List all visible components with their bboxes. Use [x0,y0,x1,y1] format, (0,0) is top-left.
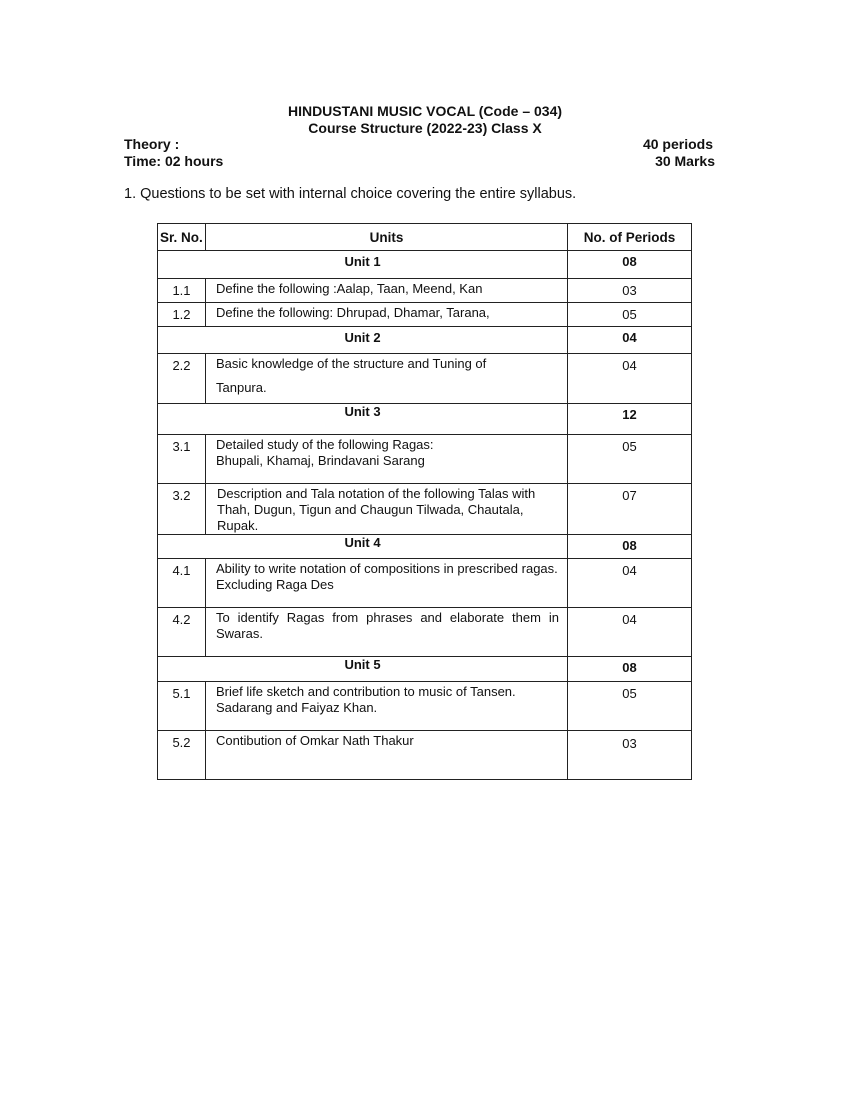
row-text: Ability to write notation of compositions in prescribed ragas. Excluding Raga Des [206,559,568,608]
row-periods: 03 [568,279,692,303]
unit-periods: 04 [568,327,692,354]
unit-periods: 12 [568,404,692,435]
row-sr: 5.2 [158,731,206,780]
unit-periods: 08 [568,657,692,682]
unit-periods: 08 [568,535,692,559]
unit-name: Unit 4 [158,535,568,559]
row-periods: 03 [568,731,692,780]
row-text [206,354,568,404]
instruction-text: 1. Questions to be set with internal choice covering the entire syllabus. [124,186,577,202]
unit-periods: 08 [568,251,692,279]
row-text [206,435,568,484]
row-text-line2: Sadarang and Faiyaz Khan. [216,700,378,715]
row-text: Description and Tala notation of the following Talas with Thah, Dugun, Tigun and Chaugun Tilwada, Chautala, Rupak. [206,484,568,535]
unit-name: Unit 2 [158,327,568,354]
row-periods: 07 [568,484,692,535]
document-subtitle: Course Structure (2022-23) Class X [308,120,542,136]
row-text: Define the following: Dhrupad, Dhamar, Tarana, [206,303,568,327]
theory-label: Theory : [124,136,180,152]
row-sr: 4.1 [158,559,206,608]
unit-name: Unit 5 [158,657,568,682]
table-row [158,303,692,327]
row-text-line1: Detailed study of the following Ragas: [216,437,434,452]
document-title: HINDUSTANI MUSIC VOCAL (Code – 034) [287,103,563,119]
unit-name: Unit 1 [158,251,568,279]
row-text-line1: Brief life sketch and contribution to music of Tansen. [216,684,516,699]
table-row [158,731,692,780]
row-text [206,682,568,731]
row-sr: 1.1 [158,279,206,303]
row-periods: 05 [568,303,692,327]
row-periods: 05 [568,435,692,484]
header-units: Units [206,224,568,251]
row-sr: 2.2 [158,354,206,404]
unit-row [158,535,692,559]
table-row [158,279,692,303]
table-row [158,608,692,657]
row-text: Define the following :Aalap, Taan, Meend, Kan [206,279,568,303]
row-text: Contibution of Omkar Nath Thakur [206,731,568,780]
row-periods: 04 [568,559,692,608]
row-sr: 3.1 [158,435,206,484]
row-text: To identify Ragas from phrases and elaborate them in Swaras. [206,608,568,657]
unit-row [158,657,692,682]
row-sr: 4.2 [158,608,206,657]
row-sr: 3.2 [158,484,206,535]
table-row [158,435,692,484]
row-periods: 05 [568,682,692,731]
unit-name: Unit 3 [158,404,568,435]
time-label: Time: 02 hours [124,153,224,169]
row-periods: 04 [568,354,692,404]
row-text-line2: Tanpura. [216,380,267,395]
header-sr-no: Sr. No. [158,224,206,251]
unit-row [158,251,692,279]
row-periods: 04 [568,608,692,657]
row-text-line2: Bhupali, Khamaj, Brindavani Sarang [216,453,425,468]
table-row [158,354,692,404]
table-row [158,682,692,731]
table-header-row [158,224,692,251]
periods-label: 40 periods [642,136,713,152]
unit-row [158,327,692,354]
table-row [158,484,692,535]
syllabus-table [157,223,692,780]
row-sr: 1.2 [158,303,206,327]
marks-label: 30 Marks [655,153,715,169]
unit-row [158,404,692,435]
row-text-line1: Basic knowledge of the structure and Tuning of [216,356,487,371]
header-periods: No. of Periods [568,224,692,251]
row-sr: 5.1 [158,682,206,731]
table-row [158,559,692,608]
